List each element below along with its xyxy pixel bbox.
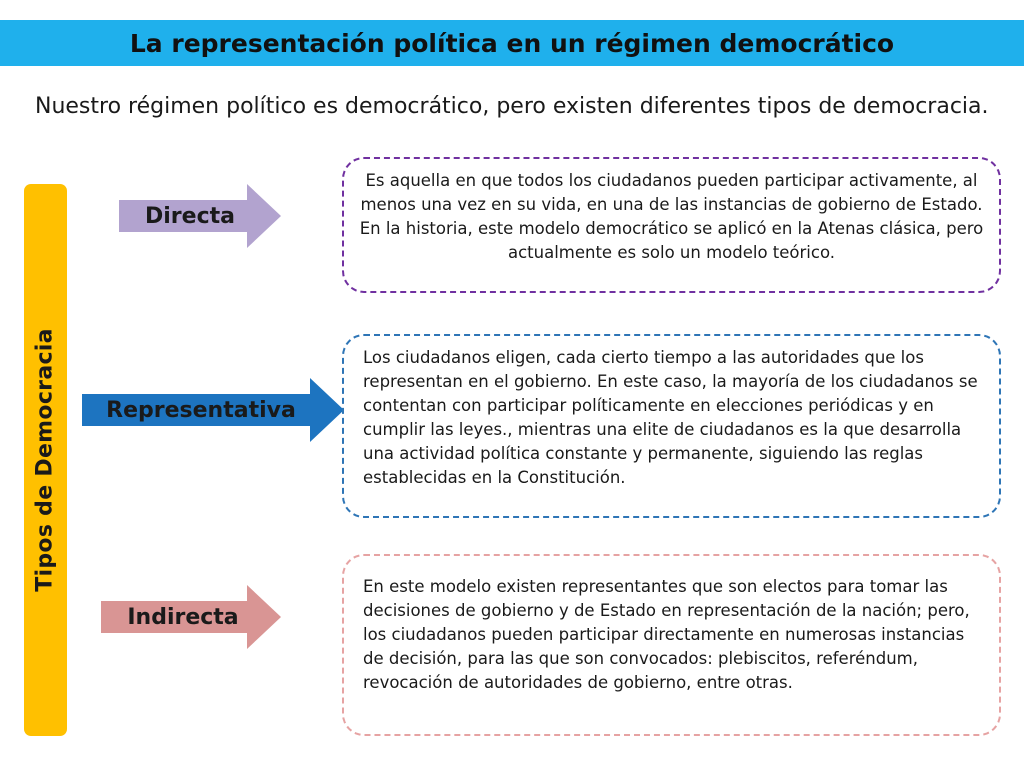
description-representativa: Los ciudadanos eligen, cada cierto tiempo a las autoridades que los representan en el gobierno. En este caso, la mayoría de los ciudadanos se contentan con participar políticamente en elecciones periódicas y en cumplir las leyes., mientras una elite de ciudadanos es la que desarrolla una actividad política constante y permanente, siguiendo las reglas establecidas en la Constitución. xyxy=(363,348,978,487)
description-box-directa xyxy=(342,157,1001,293)
description-box-representativa xyxy=(342,334,1001,518)
intro-text: Nuestro régimen político es democrático, pero existen diferentes tipos de democracia. xyxy=(35,94,989,119)
arrow-representativa xyxy=(82,378,344,442)
description-box-indirecta xyxy=(342,554,1001,736)
arrow-directa xyxy=(119,184,281,248)
slide-title: La representación política en un régimen democrático xyxy=(129,28,895,58)
title-bar xyxy=(0,20,1024,66)
description-indirecta: En este modelo existen representantes que son electos para tomar las decisiones de gobierno y de Estado en representación de la nación; pero, los ciudadanos pueden participar directamente en numerosas instancias de decisión, para las que son convocados: plebiscitos, referéndum, revocación de autoridades de gobierno, entre otras. xyxy=(363,577,970,692)
type-label-indirecta: Indirecta xyxy=(127,604,239,630)
description-directa: Es aquella en que todos los ciudadanos pueden participar activamente, al menos una vez en su vida, en una de las instancias de gobierno de Estado. En la historia, este modelo democrático se aplicó en la Atenas clásica, pero actualmente es solo un modelo teórico. xyxy=(359,171,984,262)
arrow-indirecta xyxy=(101,585,281,649)
type-label-representativa: Representativa xyxy=(106,397,296,423)
type-label-directa: Directa xyxy=(145,203,235,229)
side-label: Tipos de Democracia xyxy=(32,328,58,592)
